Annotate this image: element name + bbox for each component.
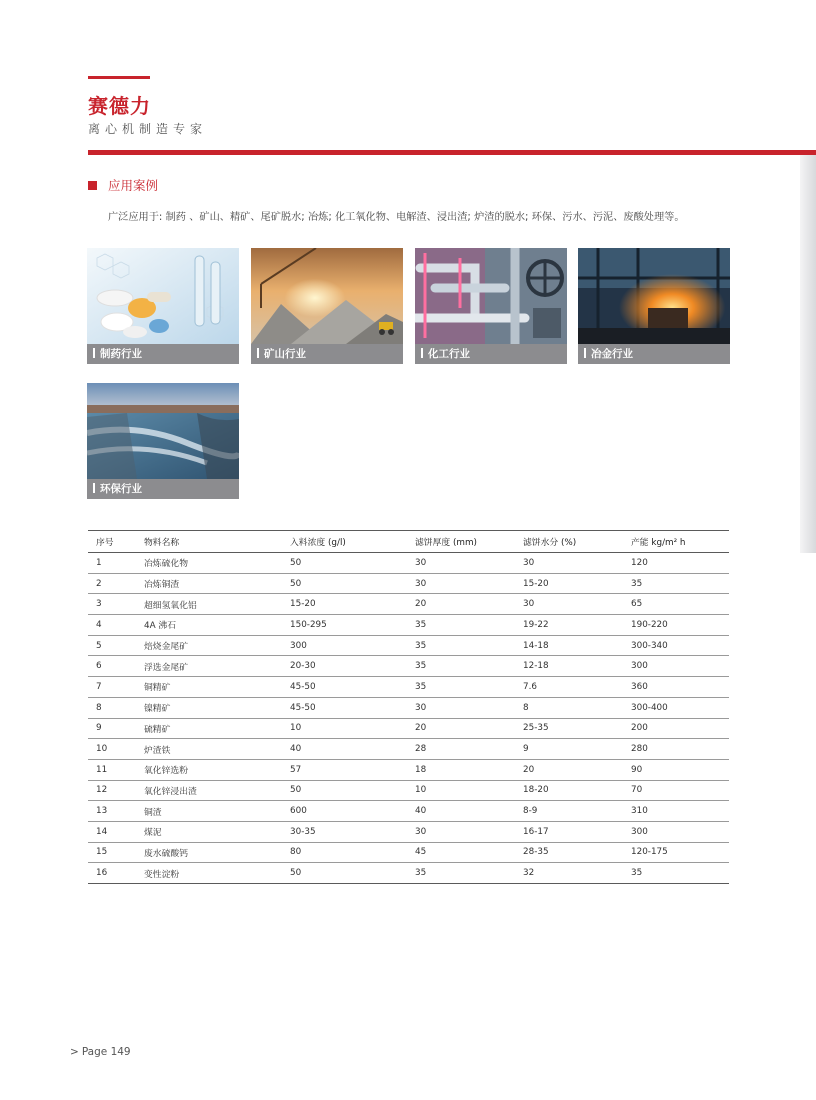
- cell-cake-thickness: 35: [407, 656, 515, 677]
- cell-cake-moisture: 8: [515, 697, 623, 718]
- table-row: [88, 759, 729, 780]
- cell-cake-thickness: 18: [407, 759, 515, 780]
- cell-cake-thickness: 40: [407, 801, 515, 822]
- cell-material: 氧化锌浸出渣: [136, 780, 282, 801]
- cell-material: 炉渣铁: [136, 739, 282, 760]
- cell-cake-moisture: 25-35: [515, 718, 623, 739]
- cell-feed-concentration: 15-20: [282, 594, 407, 615]
- table-header-row: [88, 531, 729, 553]
- cell-feed-concentration: 300: [282, 635, 407, 656]
- mining-photo: [251, 248, 403, 344]
- cell-feed-concentration: 30-35: [282, 821, 407, 842]
- cell-feed-concentration: 600: [282, 801, 407, 822]
- col-header-cake-moisture: 滤饼水分 (%): [515, 531, 623, 553]
- cell-capacity: 90: [623, 759, 729, 780]
- square-bullet-icon: [88, 181, 97, 190]
- cell-cake-thickness: 35: [407, 615, 515, 636]
- cell-material: 焙烧金尾矿: [136, 635, 282, 656]
- pharma-pills-photo: [87, 248, 239, 344]
- cell-cake-thickness: 45: [407, 842, 515, 863]
- table-row: [88, 863, 729, 884]
- cell-feed-concentration: 50: [282, 780, 407, 801]
- section-heading: [88, 176, 158, 194]
- cell-index: 9: [88, 718, 136, 739]
- water-treatment-photo: [87, 383, 239, 479]
- cell-index: 8: [88, 697, 136, 718]
- cell-capacity: 300-340: [623, 635, 729, 656]
- cell-material: 4A 沸石: [136, 615, 282, 636]
- cell-capacity: 70: [623, 780, 729, 801]
- cell-cake-thickness: 30: [407, 553, 515, 574]
- cell-cake-moisture: 18-20: [515, 780, 623, 801]
- cell-material: 浮选金尾矿: [136, 656, 282, 677]
- cell-capacity: 120-175: [623, 842, 729, 863]
- industry-caption: 矿山行业: [251, 344, 403, 364]
- cell-feed-concentration: 150-295: [282, 615, 407, 636]
- cell-feed-concentration: 50: [282, 863, 407, 884]
- cell-cake-moisture: 8-9: [515, 801, 623, 822]
- col-header-material: 物料名称: [136, 531, 282, 553]
- cell-material: 冶炼铜渣: [136, 573, 282, 594]
- cell-feed-concentration: 45-50: [282, 697, 407, 718]
- cell-feed-concentration: 57: [282, 759, 407, 780]
- cell-capacity: 65: [623, 594, 729, 615]
- cell-index: 11: [88, 759, 136, 780]
- cell-feed-concentration: 45-50: [282, 677, 407, 698]
- cell-cake-thickness: 30: [407, 821, 515, 842]
- cell-index: 6: [88, 656, 136, 677]
- table-row: [88, 677, 729, 698]
- industry-caption: 制药行业: [87, 344, 239, 364]
- section-title: 应用案例: [108, 178, 159, 193]
- cell-cake-thickness: 20: [407, 594, 515, 615]
- cell-cake-moisture: 30: [515, 594, 623, 615]
- header-divider: [88, 150, 816, 155]
- cell-index: 15: [88, 842, 136, 863]
- cell-cake-thickness: 20: [407, 718, 515, 739]
- table-row: [88, 821, 729, 842]
- cell-cake-moisture: 30: [515, 553, 623, 574]
- cell-cake-thickness: 28: [407, 739, 515, 760]
- intro-text: 广泛应用于: 制药 、矿山、精矿、尾矿脱水; 冶炼; 化工氧化物、电解渣、浸出渣; 炉渣的脱水; 环保、污水、污泥、废酸处理等。: [108, 212, 685, 223]
- chemical-plant-photo: [415, 248, 567, 344]
- page-arrow: >: [70, 1046, 79, 1058]
- cell-cake-moisture: 14-18: [515, 635, 623, 656]
- brand-tagline: 离心机制造专家: [88, 122, 208, 136]
- industry-tile-environment: [87, 383, 239, 499]
- cell-material: 超细氢氧化铝: [136, 594, 282, 615]
- cell-cake-thickness: 10: [407, 780, 515, 801]
- cell-feed-concentration: 80: [282, 842, 407, 863]
- page-number: Page 149: [81, 1046, 131, 1058]
- industry-tile-metallurgy: [578, 248, 730, 364]
- cell-cake-thickness: 35: [407, 677, 515, 698]
- cell-capacity: 120: [623, 553, 729, 574]
- table-row: [88, 635, 729, 656]
- table-row: [88, 739, 729, 760]
- page-edge-strip: [800, 155, 816, 553]
- industry-tile-chemical: [415, 248, 567, 364]
- cell-cake-moisture: 28-35: [515, 842, 623, 863]
- cell-material: 铜渣: [136, 801, 282, 822]
- cell-index: 2: [88, 573, 136, 594]
- cell-cake-moisture: 20: [515, 759, 623, 780]
- cell-capacity: 35: [623, 863, 729, 884]
- cell-index: 12: [88, 780, 136, 801]
- table-row: [88, 573, 729, 594]
- cell-material: 镍精矿: [136, 697, 282, 718]
- page-footer: [70, 1046, 131, 1058]
- table-row: [88, 553, 729, 574]
- industry-caption: 环保行业: [87, 479, 239, 499]
- col-header-index: 序号: [88, 531, 136, 553]
- cell-index: 5: [88, 635, 136, 656]
- cell-index: 14: [88, 821, 136, 842]
- cell-index: 16: [88, 863, 136, 884]
- cell-index: 1: [88, 553, 136, 574]
- cell-capacity: 190-220: [623, 615, 729, 636]
- cell-index: 10: [88, 739, 136, 760]
- cell-capacity: 300: [623, 821, 729, 842]
- cell-capacity: 300: [623, 656, 729, 677]
- cell-cake-thickness: 35: [407, 863, 515, 884]
- cell-material: 铜精矿: [136, 677, 282, 698]
- cell-index: 4: [88, 615, 136, 636]
- cell-cake-moisture: 16-17: [515, 821, 623, 842]
- cell-capacity: 360: [623, 677, 729, 698]
- table-row: [88, 656, 729, 677]
- cell-capacity: 280: [623, 739, 729, 760]
- brand-title: 赛德力: [88, 94, 151, 118]
- cell-cake-moisture: 19-22: [515, 615, 623, 636]
- cell-material: 变性淀粉: [136, 863, 282, 884]
- col-header-feed-concentration: 入料浓度 (g/l): [282, 531, 407, 553]
- cell-capacity: 300-400: [623, 697, 729, 718]
- table-row: [88, 594, 729, 615]
- cell-material: 氧化锌选粉: [136, 759, 282, 780]
- cell-cake-thickness: 35: [407, 635, 515, 656]
- table-row: [88, 780, 729, 801]
- cell-cake-moisture: 12-18: [515, 656, 623, 677]
- cell-feed-concentration: 20-30: [282, 656, 407, 677]
- table-row: [88, 697, 729, 718]
- brand-accent-bar: [88, 76, 150, 79]
- cell-index: 13: [88, 801, 136, 822]
- table-row: [88, 801, 729, 822]
- col-header-capacity: 产能 kg/m² h: [623, 531, 729, 553]
- cell-material: 冶炼硫化物: [136, 553, 282, 574]
- col-header-cake-thickness: 滤饼厚度 (mm): [407, 531, 515, 553]
- material-spec-table: [88, 530, 729, 884]
- cell-cake-thickness: 30: [407, 697, 515, 718]
- industry-tile-mining: [251, 248, 403, 364]
- metallurgy-photo: [578, 248, 730, 344]
- cell-capacity: 200: [623, 718, 729, 739]
- cell-cake-moisture: 15-20: [515, 573, 623, 594]
- table-row: [88, 842, 729, 863]
- table-body: [88, 553, 729, 884]
- industry-caption: 冶金行业: [578, 344, 730, 364]
- cell-feed-concentration: 40: [282, 739, 407, 760]
- industry-tile-pharma: [87, 248, 239, 364]
- cell-feed-concentration: 50: [282, 553, 407, 574]
- cell-feed-concentration: 10: [282, 718, 407, 739]
- cell-capacity: 310: [623, 801, 729, 822]
- cell-cake-moisture: 32: [515, 863, 623, 884]
- industry-caption: 化工行业: [415, 344, 567, 364]
- cell-material: 废水硫酸钙: [136, 842, 282, 863]
- cell-cake-moisture: 7.6: [515, 677, 623, 698]
- cell-index: 3: [88, 594, 136, 615]
- table-row: [88, 615, 729, 636]
- cell-feed-concentration: 50: [282, 573, 407, 594]
- cell-cake-thickness: 30: [407, 573, 515, 594]
- cell-capacity: 35: [623, 573, 729, 594]
- cell-material: 硫精矿: [136, 718, 282, 739]
- cell-index: 7: [88, 677, 136, 698]
- cell-cake-moisture: 9: [515, 739, 623, 760]
- cell-material: 煤泥: [136, 821, 282, 842]
- table-row: [88, 718, 729, 739]
